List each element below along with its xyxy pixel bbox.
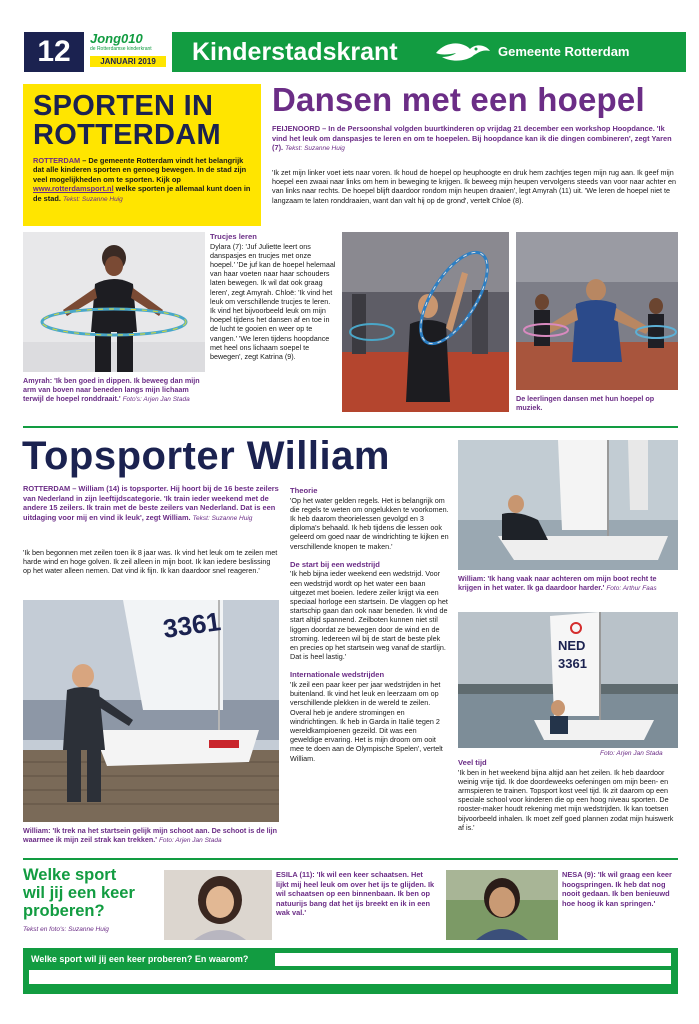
start-text: 'Ik heb bijna ieder weekend een wedstrijd. Voor een wedstrijd wordt op het water een baan uitgezet met boeien. Iedere zeiler krijgt via een speciaal horloge een startsein. De vlaggen op het startschip gaan dan ook naar beneden. Ik vind de start altijd spannend. Zeilboten kunnen niet stil liggen doordat ze bewegen door de wind en de stroming. Iedereen wil bij de start de beste plek en precies op het startsein weg vanaf de startlijn. Dat is heel lastig.' xyxy=(290,569,448,662)
sport-box-title-line2: ROTTERDAM xyxy=(33,119,221,151)
sport-box-lead-place: ROTTERDAM xyxy=(33,156,81,165)
photo-william-on-dock xyxy=(23,600,279,822)
photo-nesa xyxy=(446,870,558,940)
sport-box xyxy=(23,84,261,226)
dance-lead-credit: Tekst: Suzanne Huig xyxy=(285,145,345,153)
caption-william-main-text: William: 'Ik trek na het startsein gelijk mijn schoot aan. De schoot is de lijn waarmee ik mijn zeil strak kan trekken.' xyxy=(23,826,278,845)
sailing-lead xyxy=(23,484,279,523)
subhead-theorie: Theorie xyxy=(290,486,318,495)
international-text: 'Ik zeil een paar keer per jaar wedstrijden in het buitenland. Ik vind het leuk en leerzaam om op verschillende plekken in de wereld te zeilen. Overal heb je andere stromingen en windrichtingen. Ik heb in Garda in Italië tegen 2 wereldkampioenen gezeild. Dit was een geweldige ervaring. Het is mijn droom om ooit mee te doen aan de Olympische Spelen', vertelt William. xyxy=(290,680,443,763)
photo-in-boat-credit: Foto: Arjen Jan Stada xyxy=(600,750,663,757)
question-title-line2: wil jij een keer xyxy=(23,884,135,902)
answer-form xyxy=(23,948,678,994)
sport-box-title-line1: SPORTEN IN xyxy=(33,90,214,122)
jong010-logo xyxy=(90,32,166,72)
photo-william-sailing xyxy=(458,440,678,570)
answer-form-label: Welke sport wil jij een keer proberen? En waarom? xyxy=(31,954,249,964)
time-text: 'Ik ben in het weekend bijna altijd aan het zeilen. Ik heb daardoor weinig vrije tijd. Ik doe doordeweeks oefeningen om mijn been- en armspieren te trainen. Topsport kost veel tijd. Ik zit daarom op een speciale school voor kinderen die op een hoog niveau sporten. De rooster-maker houdt rekening met mijn wedstrijden. Ik kan toetsen bijvoorbeeld inhalen. Ik moet zelf goed plannen zodat mijn huiswerk af is.' xyxy=(458,767,674,832)
caption-william-main xyxy=(23,826,279,845)
theory-text: 'Op het water gelden regels. Het is belangrijk om die regels te weten om ongelukken te voorkomen. Ik heb daarom theorielessen gevolgd en 3 diploma's behaald. Ik heb tijdens die lessen ook geleerd om goed naar de windrichting te kijken en verschillende knopen te maken.' xyxy=(290,495,449,551)
photo-esila xyxy=(164,870,272,940)
sport-box-credit: Tekst: Suzanne Huig xyxy=(63,195,123,203)
dance-lead-place: FEIJENOORD xyxy=(272,124,321,133)
quote-esila: ESILA (11): 'Ik wil een keer schaatsen. Het lijkt mij heel leuk om over het ijs te glijden. Ik wil schaatsen op een binnenbaan. Ik ben op natuurijs bang dat het ijs breekt en ik in een wak val.' xyxy=(276,870,435,918)
sport-box-title xyxy=(33,92,251,150)
sport-box-lead-text: – De gemeente Rotterdam vindt het belangrijk dat alle kinderen sporten en genoeg bewegen. In de stad zijn veel mogelijkheden om te sporten. Kijk op xyxy=(33,156,247,184)
sailing-time-column xyxy=(458,758,680,832)
dance-lead xyxy=(272,124,680,154)
question-credit: Tekst en foto's: Suzanne Huig xyxy=(23,926,109,933)
photo-william-in-boat xyxy=(458,612,678,748)
caption-amyrah-credit: Foto's: Arjen Jan Stada xyxy=(122,396,190,404)
dance-paragraph-1: 'Ik zet mijn linker voet iets naar voren. Ik houd de hoepel op heuphoogte en druk hem zachtjes tegen mijn rug aan. Ik geef mijn hoepel een zwaai naar links om hem in beweging te krijgen. Ik beweeg mijn heupen vervolgens steeds van voor naar achter en van links naar rechts. De hoepel blijft daardoor rondom mijn heupen draaien', legt Amyrah (11) uit. 'We leren de hoepel niet te langzaam te laten ronddraaien, want dan valt hij op de grond', vertelt Chloë (8). xyxy=(272,168,676,205)
quote-nesa: NESA (9): 'Ik wil graag een keer hoogspringen. Ik heb dat nog nooit gedaan. Ik ben benieuwd hoe hoog ik kan springen.' xyxy=(562,870,672,908)
answer-line-2[interactable] xyxy=(29,970,671,984)
issue-date: JANUARI 2019 xyxy=(90,56,166,67)
sport-box-lead xyxy=(33,156,251,204)
subhead-internationale-wedstrijden: Internationale wedstrijden xyxy=(290,670,385,680)
sport-box-lead-text2: welke sporten je allemaal kunt doen in de stad. xyxy=(33,184,251,203)
photo-amyrah-hula-hoop xyxy=(23,232,205,372)
jong010-logo-text: Jong010 xyxy=(90,31,143,46)
section-divider xyxy=(23,426,678,428)
photo-girl-with-hoop xyxy=(342,232,509,412)
sail-number-main: 3361 xyxy=(161,606,223,644)
caption-william-sailing-text: William: 'Ik hang vaak naar achteren om mijn boot recht te krijgen in het water. Ik ga daardoor harder.' xyxy=(458,574,657,593)
sailing-headline: Topsporter William xyxy=(22,434,390,478)
question-title xyxy=(23,866,163,920)
sail-number-small: 3361 xyxy=(558,656,587,671)
caption-group: De leerlingen dansen met hun hoepel op muziek. xyxy=(516,394,655,413)
paper-title: Kinderstadskrant xyxy=(192,38,398,66)
sailing-middle-column xyxy=(290,486,450,763)
tricks-text: Dylara (7): 'Juf Juliette leert ons danspasjes en trucjes met onze hoepel.' 'De juf kan de hoepel helemaal van haar voeten naar haar schouders laten bewegen. Ik wil dat ook graag leren', zegt Amyrah. Chloë: 'Ik vind het leuk om verschillende trucjes te leren. Ik vind het bijvoorbeeld leuk om mijn hoepel tijdens het dansen af en toe in de lucht te gooien en weer op te vangen.' 'We leren tijdens hoopdance met heel ons lichaam soepel te bewegen', zegt Katrina (9). xyxy=(210,241,336,362)
photo-group-dancing xyxy=(516,232,678,390)
subhead-trucjes-leren: Trucjes leren xyxy=(210,232,257,241)
header xyxy=(14,31,686,75)
answer-line-1[interactable] xyxy=(275,953,671,966)
sailing-lead-place: ROTTERDAM xyxy=(23,484,71,493)
caption-william-sailing-credit: Foto: Arthur Faas xyxy=(606,585,657,593)
page-number: 12 xyxy=(24,32,84,72)
subhead-veel-tijd: Veel tijd xyxy=(458,758,487,767)
rotterdamsport-link[interactable]: www.rotterdamsport.nl xyxy=(33,184,114,194)
caption-william-sailing xyxy=(458,574,678,593)
sailing-lead-credit: Tekst: Suzanne Huig xyxy=(192,514,253,522)
question-title-line3: proberen? xyxy=(23,902,105,920)
caption-william-main-credit: Foto: Arjen Jan Stada xyxy=(158,837,222,845)
caption-amyrah xyxy=(23,376,205,405)
dance-headline: Dansen met een hoepel xyxy=(272,81,645,118)
subhead-start: De start bij een wedstrijd xyxy=(290,559,380,569)
dance-lead-text: – In de Persoonshal volgden buurtkinderen op vrijdag 21 december een workshop Hoopdance. 'Ik vind het leuk om danspasjes te leren en om te hoepelen. Bij hoopdance kan ik die dingen combineren', zegt Yaren (7). xyxy=(272,124,672,153)
dance-tricks-column xyxy=(210,232,336,361)
sail-code-ned: NED xyxy=(558,638,586,653)
caption-amyrah-text: Amyrah: 'Ik ben goed in dippen. Ik beweeg dan mijn arm van boven naar beneden langs mijn lichaam terwijl de hoepel ronddraait.' xyxy=(23,376,200,404)
question-title-line1: Welke sport xyxy=(23,866,117,884)
municipality-name: Gemeente Rotterdam xyxy=(498,44,630,59)
sailing-lead-text: – William (14) is topsporter. Hij hoort bij de 16 beste zeilers van Nederland in zijn leeftijdscategorie. 'Ik train ieder weekend met de andere 15 zeilers. Ik train met de beste zeilers van Nederland. Dat is een uitdaging voor mij en vind ik leuk', zegt William. xyxy=(23,484,279,522)
jong010-subtitle: de Rotterdamse kinderkrant xyxy=(90,46,152,52)
question-divider xyxy=(23,858,678,860)
rotterdam-lion-icon xyxy=(432,39,492,65)
sailing-paragraph-1: 'Ik ben begonnen met zeilen toen ik 8 jaar was. Ik vind het leuk om te zeilen met harde wind en hoge golven. Ik zeil alleen in mijn boot. Ik kan iedere beslissing op het water alleen nemen. Dat vind ik fijn. Ik kan daardoor snel reageren.' xyxy=(23,548,278,576)
header-banner xyxy=(172,32,686,72)
